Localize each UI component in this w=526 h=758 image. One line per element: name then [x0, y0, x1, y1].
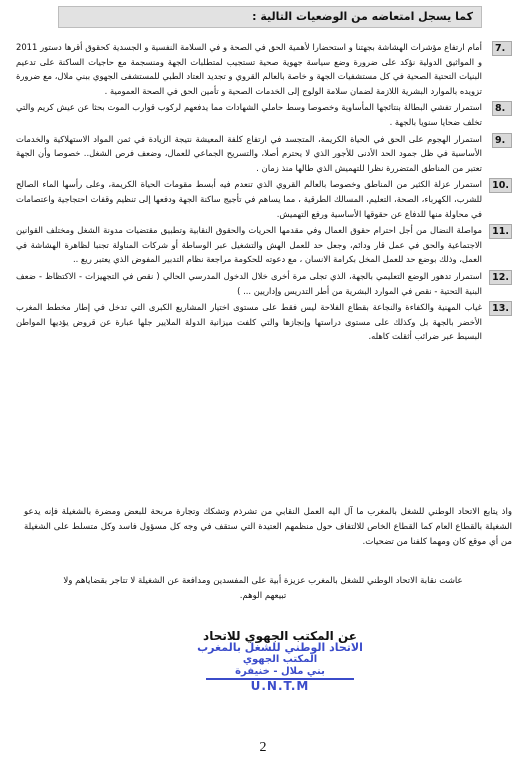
stamp-union-name: الاتحاد الوطني للشغل بالمغرب — [197, 641, 363, 654]
union-stamp — [180, 636, 380, 700]
item-number: 13. — [489, 301, 512, 316]
list-item — [16, 132, 512, 176]
item-text: استمرار الهجوم على الحق في الحياة الكريمة، المتجسد في ارتفاع كلفة المعيشة نتيجة الزيادة في ثمن المواد الاستهلاكية والخدمات الأساسية في ظل جمود الحد الأدنى للأجور الذي لا يحترم أصلا، والتسريح الجماعي للعمال، وضعف فرص الشغل.. خصوصا وأن الجهة تعتبر من المناطق المتضررة نظرا للتهميش الذي طالها منذ زمان . — [16, 133, 482, 173]
item-text: غياب المهنية والكفاءة والنجاعة بقطاع الفلاحة ليس فقط على مستوى اختيار المشاريع الكبرى التي تدخل في إطار مخطط المغرب الأخضر بالجهة بل وكذلك على مستوى دراستها وإنجازها والتي كلفت ميزانية الدولة الملايير جلها عبارة عن قروض يؤديها المواطن البسيط عبر ضرائب أثقلت كاهله. — [16, 302, 482, 342]
item-number: 10. — [489, 178, 512, 193]
item-text: استمرار تفشي البطالة بنتائجها المأساوية وخصوصا وسط حاملي الشهادات مما يدفعهم لركوب قوارب الموت بحثا عن عيش كريم والتي تخلف ضحايا سنويا بالجهة . — [16, 102, 482, 127]
slogan-paragraph: عاشت نقابة الاتحاد الوطني للشغل بالمغرب عزيزة أبية على المفسدين ومدافعة عن الشغيلة لا تتاجر بقضاياهم ولا تبيعهم الوهم. — [63, 576, 463, 601]
item-number: 11. — [489, 224, 512, 239]
list-item — [16, 300, 512, 344]
closing-paragraph: واذ يتابع الاتحاد الوطني للشغل بالمغرب ما آل اليه العمل النقابي من تشرذم وتشكك وتجارة مربحة للبعض ومضرة بالشغيلة فإنه يدعو الشغيلة بالقطاع العام كما القطاع الخاص للالتفاف حول منظمهم العتيدة التي ستقف في وجه كل مسؤول فاسد وكل متسلط على الشغيلة من أي موقع كان ومهما كلفنا من تضحيات. — [24, 507, 512, 547]
item-number: 8. — [492, 101, 512, 116]
item-number: 12. — [489, 270, 512, 285]
section-heading: كما يسجل امتعاضه من الوضعيات التالية : — [58, 6, 482, 28]
item-number: 7. — [492, 41, 512, 56]
item-text: استمرار عزلة الكثير من المناطق وخصوصا بالعالم القروي الذي تنعدم فيه أبسط مقومات الحياة الكريمة، وعلى رأسها الماء الصالح للشرب، الكهرباء، الصحة، التعليم، المسالك الطرقية ، مما يساهم في تأجيج ساكنة الجهة ودفعها إلى تنظيم وقفات احتجاجية واعتصامات في محاولة منها للدفاع عن حقوقها الأساسية ورفع التهميش. — [16, 179, 482, 219]
list-item — [16, 269, 512, 298]
item-text: أمام ارتفاع مؤشرات الهشاشة بجهتنا و استحضارا لأهمية الحق في الصحة و في السلامة النفسية و الجسدية كحقوق أقرها دستور 2011 و المواثيق الدولية نؤكد على ضرورة وضع سياسة جهوية صحية تستجيب لمتطلبات الجهة ومنسجمة مع حاجيات الساكنة على تدعيم البنيات التحتية الصحية في كل مستشفيات الجهة و خاصة بالعالم القروي و تجديد العتاد الطبي للمستشفى الجهوي ببني ملال، مع ضرورة تزويده بالموارد البشرية اللازمة لضمان سلامة الولوج إلى الخدمات الصحية و تأمين الحق في الصحة العمومية . — [16, 42, 482, 96]
item-text: مواصلة النضال من أجل احترام حقوق العمال وفي مقدمها الحريات والحقوق النقابية وتطبيق مقتضيات مدونة الشغل ومختلف القوانين الاجتماعية والحق في عمل قار ودائم، وجعل حد للعمل الهش والتشغيل عبر الوساطة أو شركات المناولة تجنبا لظاهرة الهشاشة في العمل، وذلك بوضع حد للعمل المخل بكرامة الانسان ، مع دعوته للحكومة مراجعة نظام التدبير المفوض الذي يعتبر ريع .. — [16, 225, 482, 265]
list-item — [16, 177, 512, 221]
list-item — [16, 223, 512, 267]
grievance-list — [16, 40, 512, 346]
stamp-office: المكتب الجهوي — [242, 654, 318, 665]
item-number: 9. — [492, 133, 512, 148]
signature-title: عن المكتب الجهوي للاتحاد — [203, 629, 357, 643]
list-item — [16, 100, 512, 129]
item-text: استمرار تدهور الوضع التعليمي بالجهة، الذي تجلى مرة أخرى خلال الدخول المدرسي الحالي ( نقص في التجهيزات - الاكتظاظ - ضعف البنية التحتية - نقص في الموارد البشرية من أطر التدريس وإداريين ... ) — [16, 270, 482, 296]
page-number: 2 — [259, 740, 267, 755]
list-item — [16, 40, 512, 98]
stamp-acronym: U.N.T.M — [250, 679, 310, 693]
stamp-region: بني ملال - خنيفرة — [235, 666, 325, 677]
